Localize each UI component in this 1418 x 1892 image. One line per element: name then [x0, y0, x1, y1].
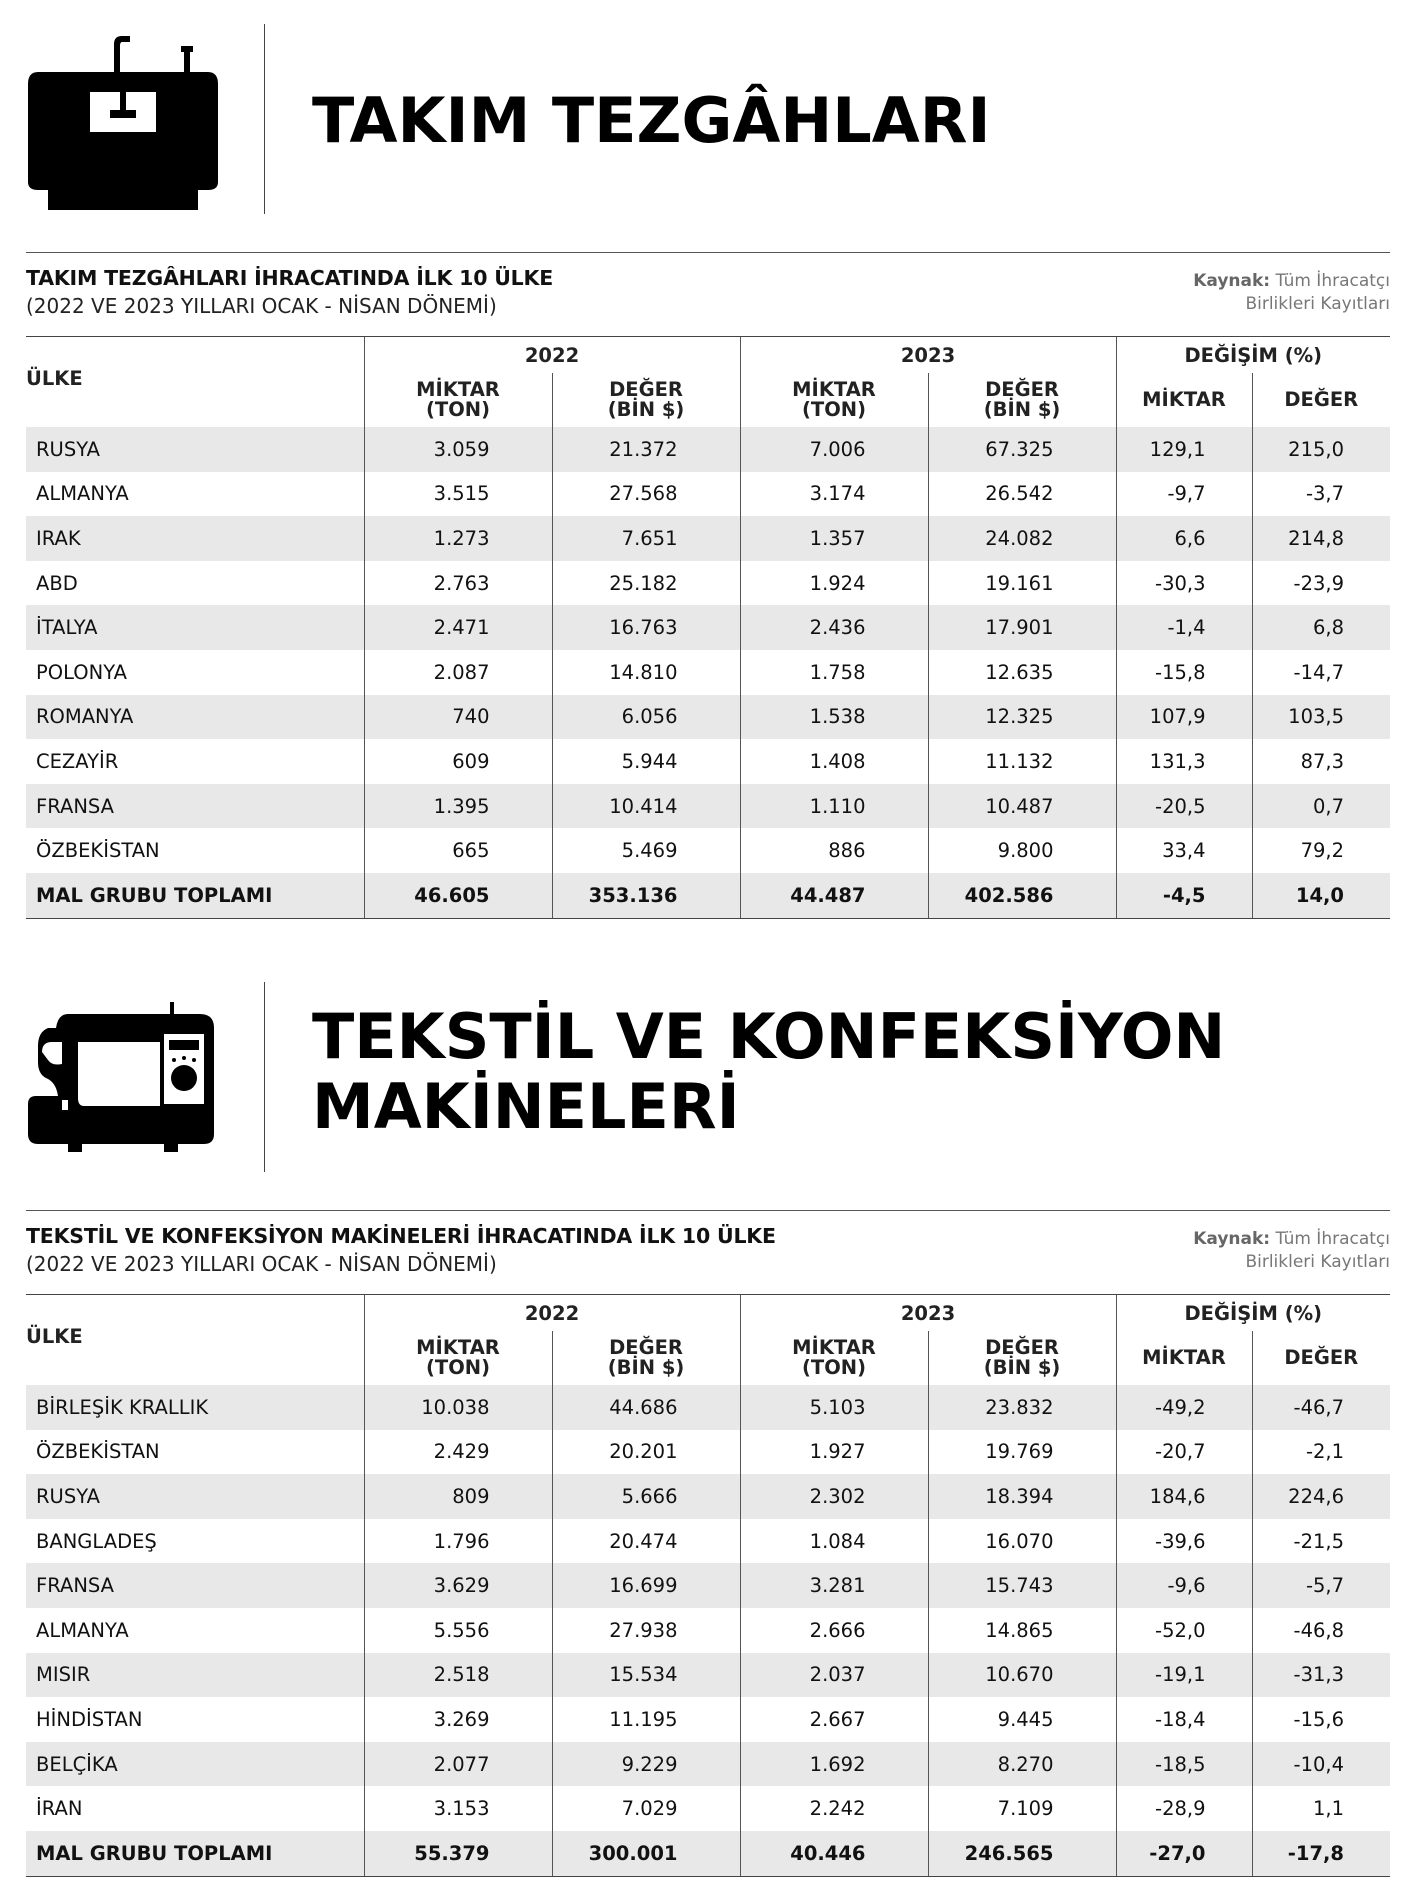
- table-row: [26, 695, 1390, 740]
- table-row: [26, 739, 1390, 784]
- cell-val-2023: 402.586: [928, 873, 1116, 918]
- cell-country: MAL GRUBU TOPLAMI: [26, 1831, 364, 1876]
- table-row: [26, 605, 1390, 650]
- cell-val-2022: 16.763: [552, 605, 740, 650]
- header-qty-2022: MİKTAR (TON): [364, 1331, 552, 1385]
- table-row: [26, 784, 1390, 829]
- cell-val-2022: 21.372: [552, 427, 740, 472]
- machine-tool-icon: [28, 32, 220, 212]
- cell-val-2023: 19.769: [928, 1430, 1116, 1475]
- title-divider: [264, 24, 265, 214]
- cell-qty-2023: 2.666: [740, 1608, 928, 1653]
- cell-chg-qty: 33,4: [1116, 828, 1252, 873]
- section-title: TAKIM TEZGÂHLARI: [312, 84, 991, 157]
- cell-val-2023: 16.070: [928, 1519, 1116, 1564]
- cell-val-2023: 10.487: [928, 784, 1116, 829]
- cell-val-2023: 17.901: [928, 605, 1116, 650]
- cell-val-2023: 12.325: [928, 695, 1116, 740]
- cell-country: CEZAYİR: [36, 749, 119, 773]
- cell-chg-val: -14,7: [1252, 650, 1390, 695]
- header-year-2022: 2022: [364, 337, 740, 374]
- header-year-2023: 2023: [740, 337, 1116, 374]
- cell-chg-qty: 6,6: [1116, 516, 1252, 561]
- total-row: [26, 1831, 1390, 1876]
- cell-val-2023: 15.743: [928, 1563, 1116, 1608]
- source-text-2: Birlikleri Kayıtları: [1245, 294, 1390, 314]
- cell-qty-2022: 2.763: [364, 561, 552, 606]
- table-row: [26, 1563, 1390, 1608]
- cell-country: İRAN: [36, 1797, 83, 1821]
- cell-chg-val: 224,6: [1252, 1474, 1390, 1519]
- cell-chg-qty: -39,6: [1116, 1519, 1252, 1564]
- cell-val-2023: 67.325: [928, 427, 1116, 472]
- source-text-1: Tüm İhracatçı: [1275, 1229, 1390, 1249]
- table-row: [26, 1697, 1390, 1742]
- cell-val-2023: 9.445: [928, 1697, 1116, 1742]
- cell-qty-2023: 1.357: [740, 516, 928, 561]
- table-row: [26, 427, 1390, 472]
- cell-chg-qty: -52,0: [1116, 1608, 1252, 1653]
- section-title-line-1: TEKSTİL VE KONFEKSİYON: [312, 1000, 1226, 1073]
- cell-val-2022: 10.414: [552, 784, 740, 829]
- cell-val-2022: 7.651: [552, 516, 740, 561]
- cell-country: ALMANYA: [36, 482, 129, 506]
- cell-qty-2022: 809: [364, 1474, 552, 1519]
- cell-qty-2022: 2.471: [364, 605, 552, 650]
- cell-chg-val: 79,2: [1252, 828, 1390, 873]
- header-val-2022: DEĞER (BİN $): [552, 373, 740, 427]
- cell-qty-2023: 2.037: [740, 1653, 928, 1698]
- cell-qty-2022: 3.629: [364, 1563, 552, 1608]
- cell-qty-2022: 665: [364, 828, 552, 873]
- cell-qty-2022: 46.605: [364, 873, 552, 918]
- cell-qty-2023: 2.667: [740, 1697, 928, 1742]
- section-machine-tools: [0, 0, 1418, 940]
- table-top-rule: [26, 252, 1390, 253]
- header-country: ÜLKE: [26, 337, 364, 428]
- header-chg-qty: MİKTAR: [1116, 373, 1252, 427]
- cell-val-2022: 353.136: [552, 873, 740, 918]
- cell-country: İTALYA: [26, 605, 364, 650]
- section-textile-machines: [0, 960, 1418, 1892]
- cell-chg-val: 103,5: [1252, 695, 1390, 740]
- cell-qty-2022: 740: [364, 695, 552, 740]
- cell-val-2022: 15.534: [552, 1653, 740, 1698]
- cell-country: MISIR: [26, 1653, 364, 1698]
- cell-qty-2023: 1.924: [740, 561, 928, 606]
- cell-country: FRANSA: [26, 784, 364, 829]
- header-chg-qty: MİKTAR: [1116, 1331, 1252, 1385]
- cell-val-2023: 19.161: [928, 561, 1116, 606]
- table-row: [26, 828, 1390, 873]
- header-qty-2023: MİKTAR (TON): [740, 373, 928, 427]
- cell-qty-2023: 2.242: [740, 1786, 928, 1831]
- cell-val-2023: 10.670: [928, 1653, 1116, 1698]
- cell-chg-qty: -18,4: [1116, 1697, 1252, 1742]
- cell-country: BELÇİKA: [26, 1742, 364, 1787]
- cell-chg-val: -31,3: [1252, 1653, 1390, 1698]
- cell-chg-val: 87,3: [1252, 739, 1390, 784]
- export-table: [26, 1294, 1390, 1877]
- cell-qty-2022: 1.273: [364, 516, 552, 561]
- cell-qty-2023: 1.758: [740, 650, 928, 695]
- cell-chg-qty: -1,4: [1116, 605, 1252, 650]
- cell-qty-2022: 55.379: [364, 1831, 552, 1876]
- cell-val-2022: 5.666: [552, 1474, 740, 1519]
- table-row: [26, 472, 1390, 517]
- table-row: [26, 1519, 1390, 1564]
- table-subtitle: (2022 VE 2023 YILLARI OCAK - NİSAN DÖNEMİ): [26, 1252, 497, 1276]
- cell-qty-2022: 10.038: [364, 1385, 552, 1430]
- table-row: [26, 1786, 1390, 1831]
- cell-qty-2023: 2.436: [740, 605, 928, 650]
- header-change: DEĞİŞİM (%): [1116, 1295, 1390, 1332]
- cell-val-2022: 20.474: [552, 1519, 740, 1564]
- table-row: [26, 1742, 1390, 1787]
- cell-country: RUSYA: [26, 1474, 364, 1519]
- section-title-line-2: MAKİNELERİ: [312, 1070, 740, 1143]
- cell-chg-val: -2,1: [1252, 1430, 1390, 1475]
- cell-chg-qty: -19,1: [1116, 1653, 1252, 1698]
- cell-qty-2023: 1.692: [740, 1742, 928, 1787]
- cell-chg-qty: -27,0: [1116, 1831, 1252, 1876]
- cell-chg-val: -23,9: [1252, 561, 1390, 606]
- header-change: DEĞİŞİM (%): [1116, 337, 1390, 374]
- source-label: Kaynak:: [1193, 1229, 1271, 1249]
- cell-chg-val: -3,7: [1252, 472, 1390, 517]
- cell-country: BANGLADEŞ: [36, 1529, 157, 1553]
- cell-val-2022: 25.182: [552, 561, 740, 606]
- cell-qty-2022: 1.796: [364, 1519, 552, 1564]
- cell-val-2022: 27.938: [552, 1608, 740, 1653]
- cell-qty-2022: 3.515: [364, 472, 552, 517]
- cell-chg-val: 0,7: [1252, 784, 1390, 829]
- cell-country: ABD: [36, 571, 78, 595]
- cell-chg-qty: -9,7: [1116, 472, 1252, 517]
- cell-qty-2023: 1.538: [740, 695, 928, 740]
- cell-chg-val: -46,7: [1252, 1385, 1390, 1430]
- cell-qty-2023: 1.927: [740, 1430, 928, 1475]
- cell-country: ROMANYA: [26, 695, 364, 740]
- cell-val-2023: 23.832: [928, 1385, 1116, 1430]
- cell-qty-2023: 44.487: [740, 873, 928, 918]
- source-note: [1193, 1228, 1390, 1274]
- cell-chg-qty: 131,3: [1116, 739, 1252, 784]
- cell-qty-2023: 886: [740, 828, 928, 873]
- cell-val-2022: 9.229: [552, 1742, 740, 1787]
- cell-val-2022: 7.029: [552, 1786, 740, 1831]
- header-chg-val: DEĞER: [1252, 1331, 1390, 1385]
- table-title: TAKIM TEZGÂHLARI İHRACATINDA İLK 10 ÜLKE: [26, 266, 554, 290]
- cell-qty-2022: 3.153: [364, 1786, 552, 1831]
- cell-chg-qty: -15,8: [1116, 650, 1252, 695]
- title-divider: [264, 982, 265, 1172]
- table-row: [26, 1608, 1390, 1653]
- header-year-2022: 2022: [364, 1295, 740, 1332]
- cell-chg-qty: -9,6: [1116, 1563, 1252, 1608]
- table-row: [26, 650, 1390, 695]
- source-text-1: Tüm İhracatçı: [1275, 271, 1390, 291]
- cell-chg-qty: -18,5: [1116, 1742, 1252, 1787]
- cell-val-2022: 44.686: [552, 1385, 740, 1430]
- source-label: Kaynak:: [1193, 271, 1271, 291]
- table-row: [26, 1474, 1390, 1519]
- cell-chg-qty: 129,1: [1116, 427, 1252, 472]
- cell-chg-val: -46,8: [1252, 1608, 1390, 1653]
- cell-qty-2022: 2.077: [364, 1742, 552, 1787]
- cell-val-2022: 14.810: [552, 650, 740, 695]
- header-qty-2023: MİKTAR (TON): [740, 1331, 928, 1385]
- cell-val-2023: 11.132: [928, 739, 1116, 784]
- cell-val-2023: 18.394: [928, 1474, 1116, 1519]
- cell-chg-qty: -49,2: [1116, 1385, 1252, 1430]
- cell-val-2022: 16.699: [552, 1563, 740, 1608]
- cell-qty-2023: 1.084: [740, 1519, 928, 1564]
- header-val-2023: DEĞER (BİN $): [928, 1331, 1116, 1385]
- cell-chg-qty: -30,3: [1116, 561, 1252, 606]
- cell-qty-2022: 3.269: [364, 1697, 552, 1742]
- source-note: [1193, 270, 1390, 316]
- header-val-2022: DEĞER (BİN $): [552, 1331, 740, 1385]
- table-row: [26, 561, 1390, 606]
- cell-val-2023: 14.865: [928, 1608, 1116, 1653]
- cell-country: MAL GRUBU TOPLAMI: [26, 873, 364, 918]
- cell-qty-2022: 3.059: [364, 427, 552, 472]
- cell-chg-qty: -28,9: [1116, 1786, 1252, 1831]
- cell-val-2023: 26.542: [928, 472, 1116, 517]
- source-text-2: Birlikleri Kayıtları: [1245, 1252, 1390, 1272]
- table-top-rule: [26, 1210, 1390, 1211]
- cell-qty-2023: 5.103: [740, 1385, 928, 1430]
- cell-val-2022: 27.568: [552, 472, 740, 517]
- table-row: [26, 1430, 1390, 1475]
- cell-country: RUSYA: [26, 427, 364, 472]
- header-qty-2022: MİKTAR (TON): [364, 373, 552, 427]
- cell-qty-2023: 1.110: [740, 784, 928, 829]
- cell-chg-val: -10,4: [1252, 1742, 1390, 1787]
- cell-chg-val: -5,7: [1252, 1563, 1390, 1608]
- cell-qty-2022: 5.556: [364, 1608, 552, 1653]
- cell-val-2023: 24.082: [928, 516, 1116, 561]
- cell-qty-2023: 3.174: [740, 472, 928, 517]
- cell-chg-qty: 184,6: [1116, 1474, 1252, 1519]
- cell-country: HİNDİSTAN: [36, 1707, 143, 1731]
- cell-qty-2023: 40.446: [740, 1831, 928, 1876]
- cell-country: ALMANYA: [36, 1618, 129, 1642]
- total-row: [26, 873, 1390, 918]
- cell-qty-2023: 1.408: [740, 739, 928, 784]
- cell-chg-qty: -4,5: [1116, 873, 1252, 918]
- cell-val-2022: 11.195: [552, 1697, 740, 1742]
- cell-chg-qty: -20,7: [1116, 1430, 1252, 1475]
- cell-val-2023: 7.109: [928, 1786, 1116, 1831]
- cell-qty-2023: 2.302: [740, 1474, 928, 1519]
- cell-chg-val: -15,6: [1252, 1697, 1390, 1742]
- cell-qty-2022: 1.395: [364, 784, 552, 829]
- table-row: [26, 1385, 1390, 1430]
- table-row: [26, 516, 1390, 561]
- cell-chg-val: -17,8: [1252, 1831, 1390, 1876]
- cell-val-2023: 246.565: [928, 1831, 1116, 1876]
- cell-qty-2022: 609: [364, 739, 552, 784]
- cell-country: IRAK: [26, 516, 364, 561]
- table-title: TEKSTİL VE KONFEKSİYON MAKİNELERİ İHRACATINDA İLK 10 ÜLKE: [26, 1224, 776, 1248]
- cell-val-2023: 12.635: [928, 650, 1116, 695]
- cell-qty-2023: 7.006: [740, 427, 928, 472]
- cell-country: ÖZBEKİSTAN: [36, 839, 160, 863]
- header-year-2023: 2023: [740, 1295, 1116, 1332]
- cell-chg-val: 6,8: [1252, 605, 1390, 650]
- cell-val-2022: 20.201: [552, 1430, 740, 1475]
- export-table: [26, 336, 1390, 919]
- cell-val-2023: 9.800: [928, 828, 1116, 873]
- cell-val-2022: 5.469: [552, 828, 740, 873]
- cell-country: POLONYA: [36, 660, 127, 684]
- cell-chg-val: 1,1: [1252, 1786, 1390, 1831]
- sewing-machine-icon: [28, 1002, 220, 1162]
- cell-chg-val: 14,0: [1252, 873, 1390, 918]
- cell-val-2022: 300.001: [552, 1831, 740, 1876]
- cell-qty-2022: 2.087: [364, 650, 552, 695]
- header-chg-val: DEĞER: [1252, 373, 1390, 427]
- cell-val-2022: 5.944: [552, 739, 740, 784]
- cell-val-2022: 6.056: [552, 695, 740, 740]
- cell-chg-qty: -20,5: [1116, 784, 1252, 829]
- cell-country: ÖZBEKİSTAN: [36, 1440, 160, 1464]
- cell-chg-val: 214,8: [1252, 516, 1390, 561]
- table-subtitle: (2022 VE 2023 YILLARI OCAK - NİSAN DÖNEMİ): [26, 294, 497, 318]
- cell-country: BİRLEŞİK KRALLIK: [26, 1385, 364, 1430]
- cell-chg-qty: 107,9: [1116, 695, 1252, 740]
- cell-val-2023: 8.270: [928, 1742, 1116, 1787]
- cell-qty-2022: 2.518: [364, 1653, 552, 1698]
- table-row: [26, 1653, 1390, 1698]
- cell-chg-val: 215,0: [1252, 427, 1390, 472]
- header-val-2023: DEĞER (BİN $): [928, 373, 1116, 427]
- cell-country: FRANSA: [26, 1563, 364, 1608]
- cell-chg-val: -21,5: [1252, 1519, 1390, 1564]
- header-country: ÜLKE: [26, 1295, 364, 1386]
- cell-qty-2023: 3.281: [740, 1563, 928, 1608]
- cell-qty-2022: 2.429: [364, 1430, 552, 1475]
